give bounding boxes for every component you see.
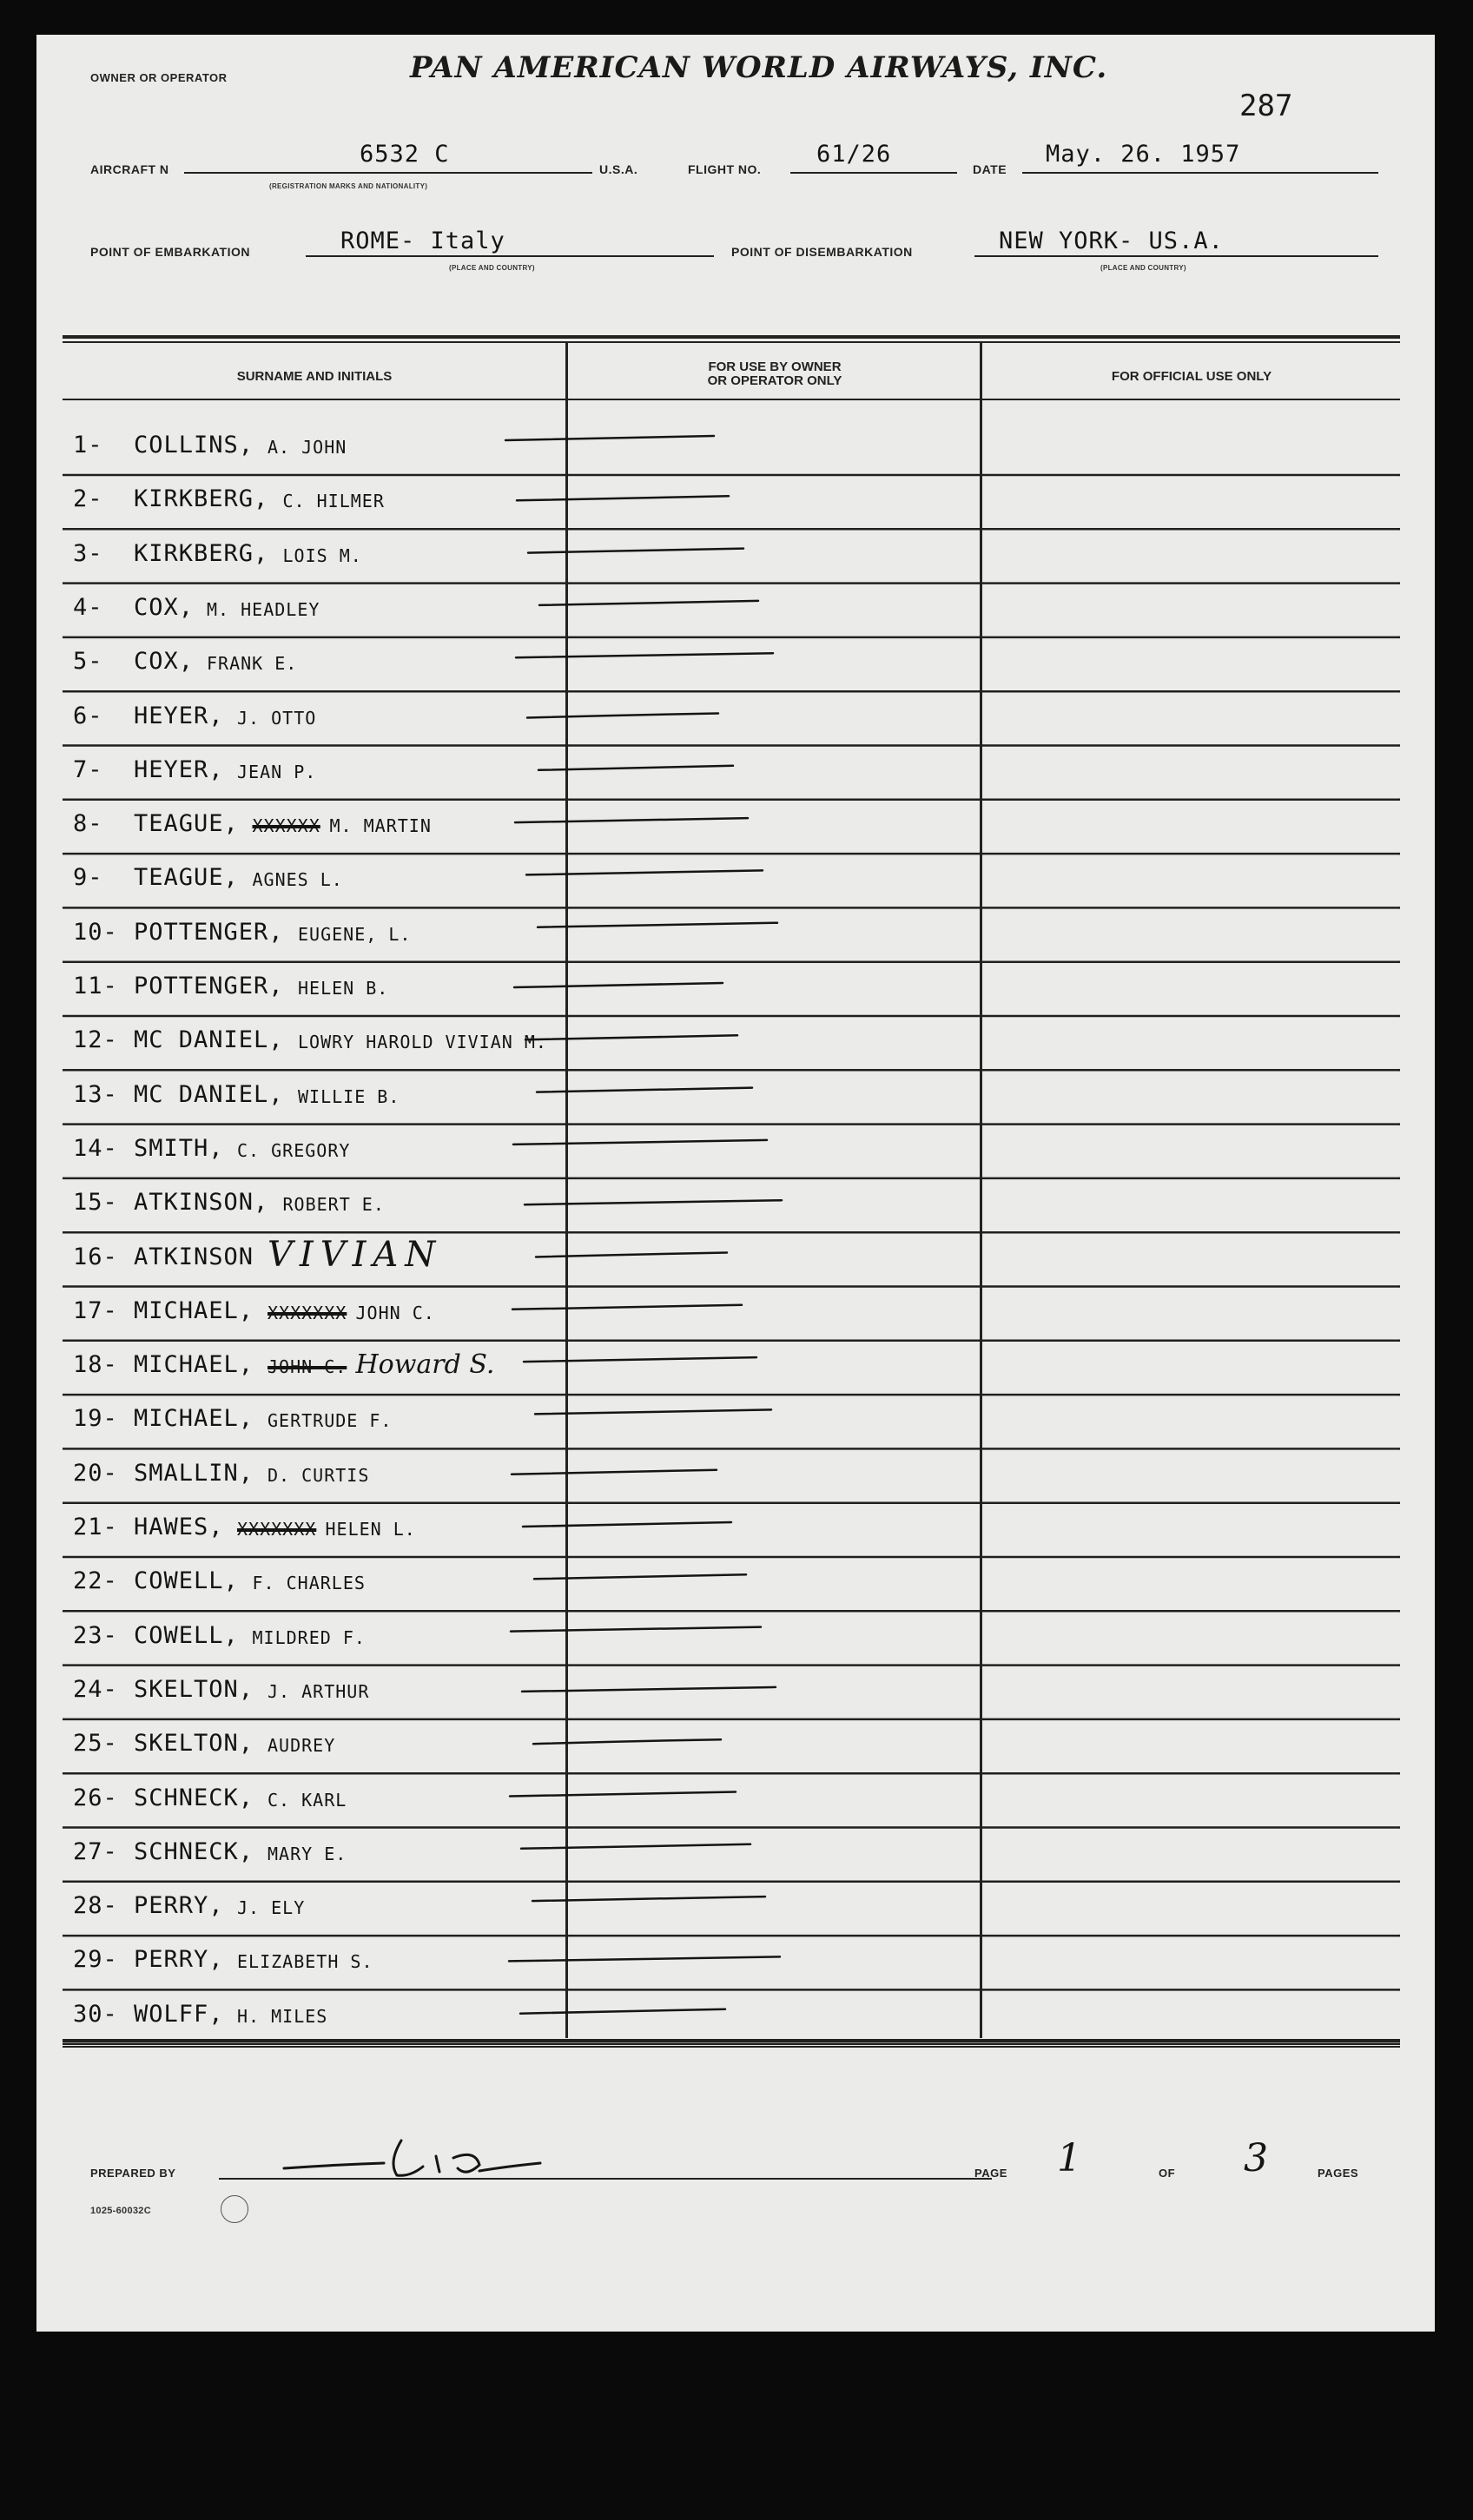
page-label: PAGE <box>974 2167 1007 2180</box>
passenger-given-names: F. CHARLES <box>252 1573 366 1594</box>
passenger-surname: SMALLIN, <box>134 1459 254 1487</box>
passenger-surname: KIRKBERG, <box>134 539 269 567</box>
passenger-surname: POTTENGER, <box>134 918 284 946</box>
list-item <box>73 1234 559 1276</box>
passenger-number: 13- <box>73 1080 118 1108</box>
list-item <box>73 1349 559 1384</box>
disembark-sublabel: (PLACE AND COUNTRY) <box>1100 264 1186 272</box>
pen-check-mark <box>528 549 743 553</box>
passenger-number: 20- <box>73 1459 118 1487</box>
passenger-number: 7- <box>73 755 103 783</box>
passenger-given-names: ELIZABETH S. <box>237 1951 373 1973</box>
passenger-surname: COLLINS, <box>134 432 254 458</box>
passenger-surname: HAWES, <box>134 1514 224 1540</box>
list-item <box>73 1025 559 1059</box>
passenger-number: 30- <box>73 2000 118 2028</box>
passenger-number: 4- <box>73 593 103 621</box>
passenger-given-names: C. GREGORY <box>237 1139 351 1161</box>
passenger-given-names: M. HEADLEY <box>207 598 320 620</box>
passenger-surname: SCHNECK, <box>134 1784 254 1811</box>
passenger-given-names: JOHN C. <box>355 1302 435 1323</box>
passenger-number: 19- <box>73 1405 118 1433</box>
passenger-given-names: C. KARL <box>268 1789 347 1811</box>
passenger-given-names: C. HILMER <box>282 491 385 512</box>
disembark-value: NEW YORK- US.A. <box>999 228 1224 254</box>
pages-value: 3 <box>1244 2136 1268 2180</box>
passenger-surname: HEYER, <box>134 755 224 783</box>
passenger-number: 28- <box>73 1892 118 1920</box>
table-bottom-rule <box>63 2039 1400 2042</box>
list-item <box>73 592 559 627</box>
passenger-surname: MICHAEL, <box>134 1296 254 1324</box>
list-item <box>73 917 559 952</box>
passenger-given-names: EUGENE, L. <box>298 923 412 945</box>
list-item <box>73 971 559 1006</box>
list-item <box>73 1999 559 2034</box>
passenger-number: 6- <box>73 702 103 729</box>
passenger-given-names: MARY E. <box>268 1843 347 1864</box>
passenger-given-names: WILLIE B. <box>298 1085 400 1107</box>
struck-text: XXXXXXX <box>268 1302 347 1323</box>
passenger-given-names: MILDRED F. <box>252 1626 366 1648</box>
aircraft-label: AIRCRAFT N <box>90 162 169 176</box>
passenger-surname: COWELL, <box>134 1621 239 1649</box>
sheet-number: 287 <box>1239 89 1293 123</box>
list-item <box>73 1566 559 1600</box>
passenger-number: 21- <box>73 1514 118 1540</box>
list-item <box>73 1133 559 1168</box>
passenger-surname: PERRY, <box>134 1892 224 1920</box>
passenger-surname: COWELL, <box>134 1567 239 1595</box>
pen-check-mark <box>538 923 777 927</box>
pen-check-mark <box>536 1253 727 1257</box>
embark-label: POINT OF EMBARKATION <box>90 245 250 259</box>
passenger-surname: HEYER, <box>134 702 224 729</box>
passenger-surname: MICHAEL, <box>134 1405 254 1433</box>
list-item <box>73 755 559 789</box>
passenger-given-names: M. MARTIN <box>329 815 432 837</box>
list-item <box>73 1783 559 1817</box>
passenger-number: 26- <box>73 1784 118 1811</box>
passenger-given-names: ROBERT E. <box>282 1194 385 1216</box>
flight-value: 61/26 <box>816 141 892 168</box>
passenger-surname: SKELTON, <box>134 1730 254 1758</box>
passenger-surname: WOLFF, <box>134 2000 224 2028</box>
list-item <box>73 1674 559 1709</box>
passenger-given-names: J. ARTHUR <box>268 1680 370 1702</box>
passenger-surname: TEAGUE, <box>134 864 239 892</box>
passenger-number: 17- <box>73 1296 118 1324</box>
passenger-surname: ATKINSON <box>134 1243 254 1270</box>
pages-label: PAGES <box>1318 2167 1359 2180</box>
col-owner-use-2: OR OPERATOR ONLY <box>707 373 842 388</box>
pen-check-mark <box>532 1897 765 1901</box>
passenger-number: 12- <box>73 1026 118 1054</box>
passenger-number: 27- <box>73 1837 118 1865</box>
printer-seal-icon <box>221 2195 248 2223</box>
passenger-surname: SKELTON, <box>134 1675 254 1703</box>
table-bottom-rule-2 <box>63 2046 1400 2048</box>
passenger-surname: PERRY, <box>134 1946 224 1974</box>
passenger-given-names: HELEN L. <box>325 1519 416 1540</box>
list-item <box>73 538 559 573</box>
handwritten-name: Howard S. <box>355 1349 495 1381</box>
passenger-number: 9- <box>73 864 103 892</box>
passenger-number: 22- <box>73 1567 118 1595</box>
pen-check-mark <box>537 1088 752 1092</box>
pen-check-mark <box>533 1739 721 1744</box>
passenger-given-names: GERTRUDE F. <box>268 1410 393 1432</box>
page-value: 1 <box>1057 2136 1081 2180</box>
list-item <box>73 1403 559 1438</box>
embark-sublabel: (PLACE AND COUNTRY) <box>449 264 535 272</box>
col-owner-use-1: FOR USE BY OWNER <box>708 360 842 374</box>
passenger-given-names: FRANK E. <box>207 653 298 675</box>
pen-check-mark <box>539 601 758 605</box>
flight-label: FLIGHT NO. <box>688 162 762 176</box>
pen-check-mark <box>538 766 733 770</box>
usa-label: U.S.A. <box>599 162 638 176</box>
date-label: DATE <box>973 162 1007 176</box>
passenger-number: 15- <box>73 1189 118 1217</box>
passenger-surname: MC DANIEL, <box>134 1026 284 1054</box>
pen-check-mark <box>526 870 763 874</box>
pen-check-mark <box>534 1574 746 1579</box>
passenger-number: 29- <box>73 1946 118 1974</box>
passenger-given-names: AUDREY <box>268 1735 336 1757</box>
list-item <box>73 1620 559 1655</box>
list-item <box>73 1512 559 1547</box>
passenger-surname: TEAGUE, <box>134 810 239 838</box>
passenger-surname: KIRKBERG, <box>134 485 269 513</box>
list-item <box>73 1079 559 1114</box>
passenger-given-names: LOWRY HAROLD VIVIAN M. <box>298 1032 547 1053</box>
struck-text: JOHN C. <box>268 1356 347 1378</box>
passenger-surname: MC DANIEL, <box>134 1080 284 1108</box>
list-item <box>73 862 559 897</box>
passenger-surname: SCHNECK, <box>134 1837 254 1865</box>
passenger-given-names: J. ELY <box>237 1897 306 1919</box>
list-item <box>73 701 559 736</box>
pen-check-mark <box>535 1409 771 1414</box>
passenger-given-names: J. OTTO <box>237 707 317 729</box>
passenger-number: 25- <box>73 1730 118 1758</box>
handwritten-name: VIVIAN <box>268 1234 443 1275</box>
passenger-number: 1- <box>73 432 103 458</box>
passenger-number: 3- <box>73 539 103 567</box>
passenger-number: 23- <box>73 1621 118 1649</box>
passenger-number: 18- <box>73 1351 118 1379</box>
list-item <box>73 1837 559 1871</box>
airline-name: PAN AMERICAN WORLD AIRWAYS, INC. <box>410 50 1108 85</box>
passenger-given-names: D. CURTIS <box>268 1464 370 1486</box>
passenger-given-names: H. MILES <box>237 2005 328 2027</box>
pen-check-mark <box>522 1687 776 1692</box>
of-label: OF <box>1159 2167 1176 2180</box>
list-item <box>73 646 559 681</box>
passenger-surname: SMITH, <box>134 1134 224 1162</box>
manifest-sheet <box>36 35 1435 2332</box>
list-item <box>73 1728 559 1763</box>
struck-text: XXXXXX <box>252 815 320 837</box>
embark-value: ROME- Italy <box>340 228 505 254</box>
list-item <box>73 1890 559 1925</box>
date-value: May. 26. 1957 <box>1046 141 1241 168</box>
col-official: FOR OFFICIAL USE ONLY <box>1111 369 1272 384</box>
passenger-number: 5- <box>73 648 103 676</box>
col-surname: SURNAME AND INITIALS <box>236 369 393 384</box>
struck-text: XXXXXXX <box>237 1519 317 1540</box>
list-item <box>73 1458 559 1493</box>
passenger-number: 2- <box>73 485 103 513</box>
passenger-surname: MICHAEL, <box>134 1351 254 1379</box>
preparer-signature <box>280 2123 592 2193</box>
passenger-number: 10- <box>73 918 118 946</box>
list-item <box>73 1187 559 1222</box>
passenger-given-names: LOIS M. <box>282 544 362 566</box>
passenger-number: 11- <box>73 973 118 999</box>
disembark-label: POINT OF DISEMBARKATION <box>731 245 913 259</box>
list-item <box>73 484 559 518</box>
passenger-given-names: JEAN P. <box>237 761 317 782</box>
passenger-given-names: AGNES L. <box>252 869 343 891</box>
aircraft-sublabel: (REGISTRATION MARKS AND NATIONALITY) <box>269 182 428 190</box>
passenger-number: 14- <box>73 1134 118 1162</box>
aircraft-value: 6532 C <box>360 141 450 168</box>
form-number: 1025-60032C <box>90 2206 151 2216</box>
passenger-number: 24- <box>73 1675 118 1703</box>
passenger-number: 8- <box>73 810 103 838</box>
list-item <box>73 1296 559 1330</box>
passenger-given-names: HELEN B. <box>298 978 389 999</box>
passenger-surname: POTTENGER, <box>134 973 284 999</box>
passenger-given-names: A. JOHN <box>268 437 347 458</box>
owner-label: OWNER OR OPERATOR <box>90 71 228 84</box>
list-item <box>73 1944 559 1979</box>
passenger-surname: COX, <box>134 593 195 621</box>
pen-check-mark <box>525 1200 782 1204</box>
list-item <box>73 808 559 843</box>
passenger-surname: ATKINSON, <box>134 1189 269 1217</box>
passenger-number: 16- <box>73 1243 118 1270</box>
ruled-lines <box>36 35 1435 2332</box>
list-item <box>73 430 559 465</box>
passenger-surname: COX, <box>134 648 195 676</box>
prepared-label: PREPARED BY <box>90 2167 176 2180</box>
